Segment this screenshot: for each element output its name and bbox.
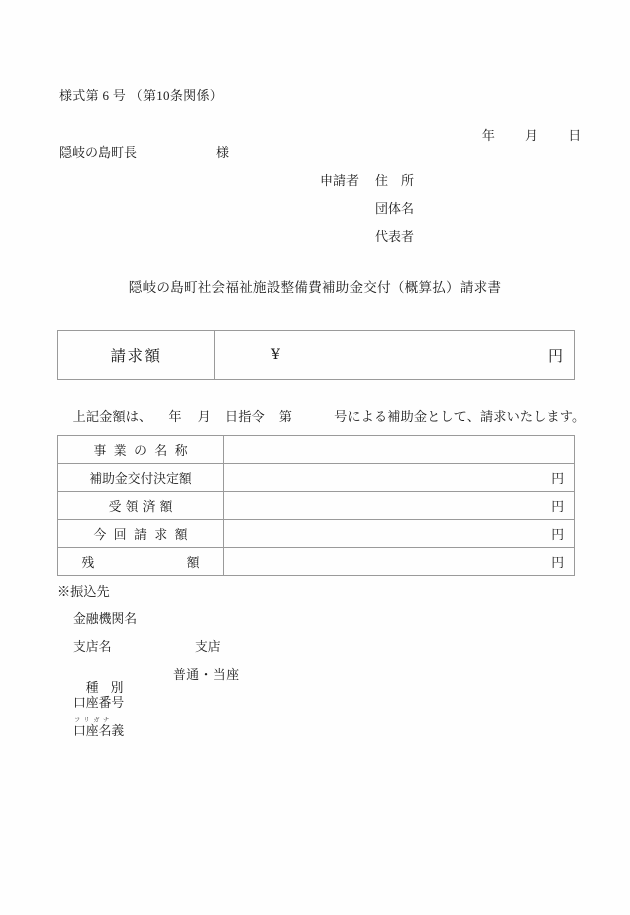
bank-branch-label: 支店名: [73, 640, 112, 654]
bank-transfer-heading: ※振込先: [57, 584, 110, 599]
label-text: 受領済額: [108, 500, 177, 514]
label-text: 補助金交付決定額: [89, 472, 192, 486]
row-value-grant-decided-amount[interactable]: [224, 464, 575, 492]
statement-day-order: 日指令: [224, 409, 265, 424]
addressee-honorific: 様: [216, 145, 230, 160]
bank-account-type-label-a: 種: [85, 680, 99, 695]
label-text-left: 残: [81, 556, 95, 570]
row-unit: 円: [551, 556, 564, 570]
row-value-current-claim-amount[interactable]: [224, 520, 575, 548]
row-value-balance-amount[interactable]: [224, 548, 575, 576]
date-year-label: 年: [481, 128, 496, 143]
row-unit: 円: [551, 500, 564, 514]
label-text: [82, 552, 200, 571]
label-text-right: 額: [186, 556, 200, 570]
statement-month: 月: [197, 409, 211, 424]
applicant-representative-label: 代表者: [375, 229, 415, 244]
addressee-name: 隠岐の島町長: [59, 145, 138, 160]
claim-details-table: [57, 435, 575, 576]
claim-amount-unit: 円: [547, 348, 563, 365]
claim-amount-value-cell[interactable]: [215, 331, 574, 379]
applicant-label: 申請者: [320, 173, 360, 188]
row-value-received-amount[interactable]: [224, 492, 575, 520]
row-label-balance-amount: [58, 548, 224, 576]
applicant-address-label: 住 所: [375, 173, 415, 188]
row-label-current-claim-amount: [58, 520, 224, 548]
bank-institution-label: 金融機関名: [73, 612, 137, 626]
bank-account-name-furigana: フリガナ: [74, 717, 113, 724]
statement-prefix: 上記金額は、: [72, 409, 153, 424]
date-month-label: 月: [525, 128, 539, 143]
row-label-project-name: [58, 436, 224, 464]
table-row: [58, 548, 575, 576]
label-text: 今回請求額: [93, 528, 195, 542]
row-label-received-amount: [58, 492, 224, 520]
bank-account-type-label-b: 別: [110, 680, 124, 695]
bank-account-type-options[interactable]: 普通・当座: [173, 668, 240, 682]
row-value-project-name[interactable]: [224, 436, 575, 464]
row-unit: 円: [551, 528, 564, 542]
date-day-label: 日: [568, 128, 582, 143]
statement-number-prefix: 第: [278, 409, 293, 424]
table-row: [58, 436, 575, 464]
bank-account-name-group: [73, 718, 124, 738]
statement-sentence: [59, 390, 585, 441]
label-text: 事業の名称: [93, 444, 195, 458]
table-row: [58, 492, 575, 520]
statement-number-suffix: 号による補助金として、請求いたします。: [334, 409, 586, 424]
bank-account-name-label: 口座名義: [73, 724, 125, 739]
bank-branch-suffix: 支店: [195, 640, 221, 654]
row-unit: 円: [551, 472, 564, 486]
table-row: [58, 464, 575, 492]
document-title: 隠岐の島町社会福祉施設整備費補助金交付（概算払）請求書: [128, 280, 502, 295]
date-line: [468, 116, 581, 155]
table-row: [58, 520, 575, 548]
claim-amount-label: 請求額: [110, 348, 162, 365]
applicant-organization-label: 団体名: [375, 201, 415, 216]
row-label-grant-decided-amount: [58, 464, 224, 492]
claim-amount-box: [57, 330, 575, 380]
form-number-label: 様式第 6 号 （第10条関係）: [59, 88, 224, 103]
claim-amount-label-cell: [58, 331, 215, 379]
bank-account-number-label: 口座番号: [73, 696, 125, 710]
statement-year: 年: [168, 409, 182, 424]
yen-symbol: ¥: [271, 347, 280, 363]
